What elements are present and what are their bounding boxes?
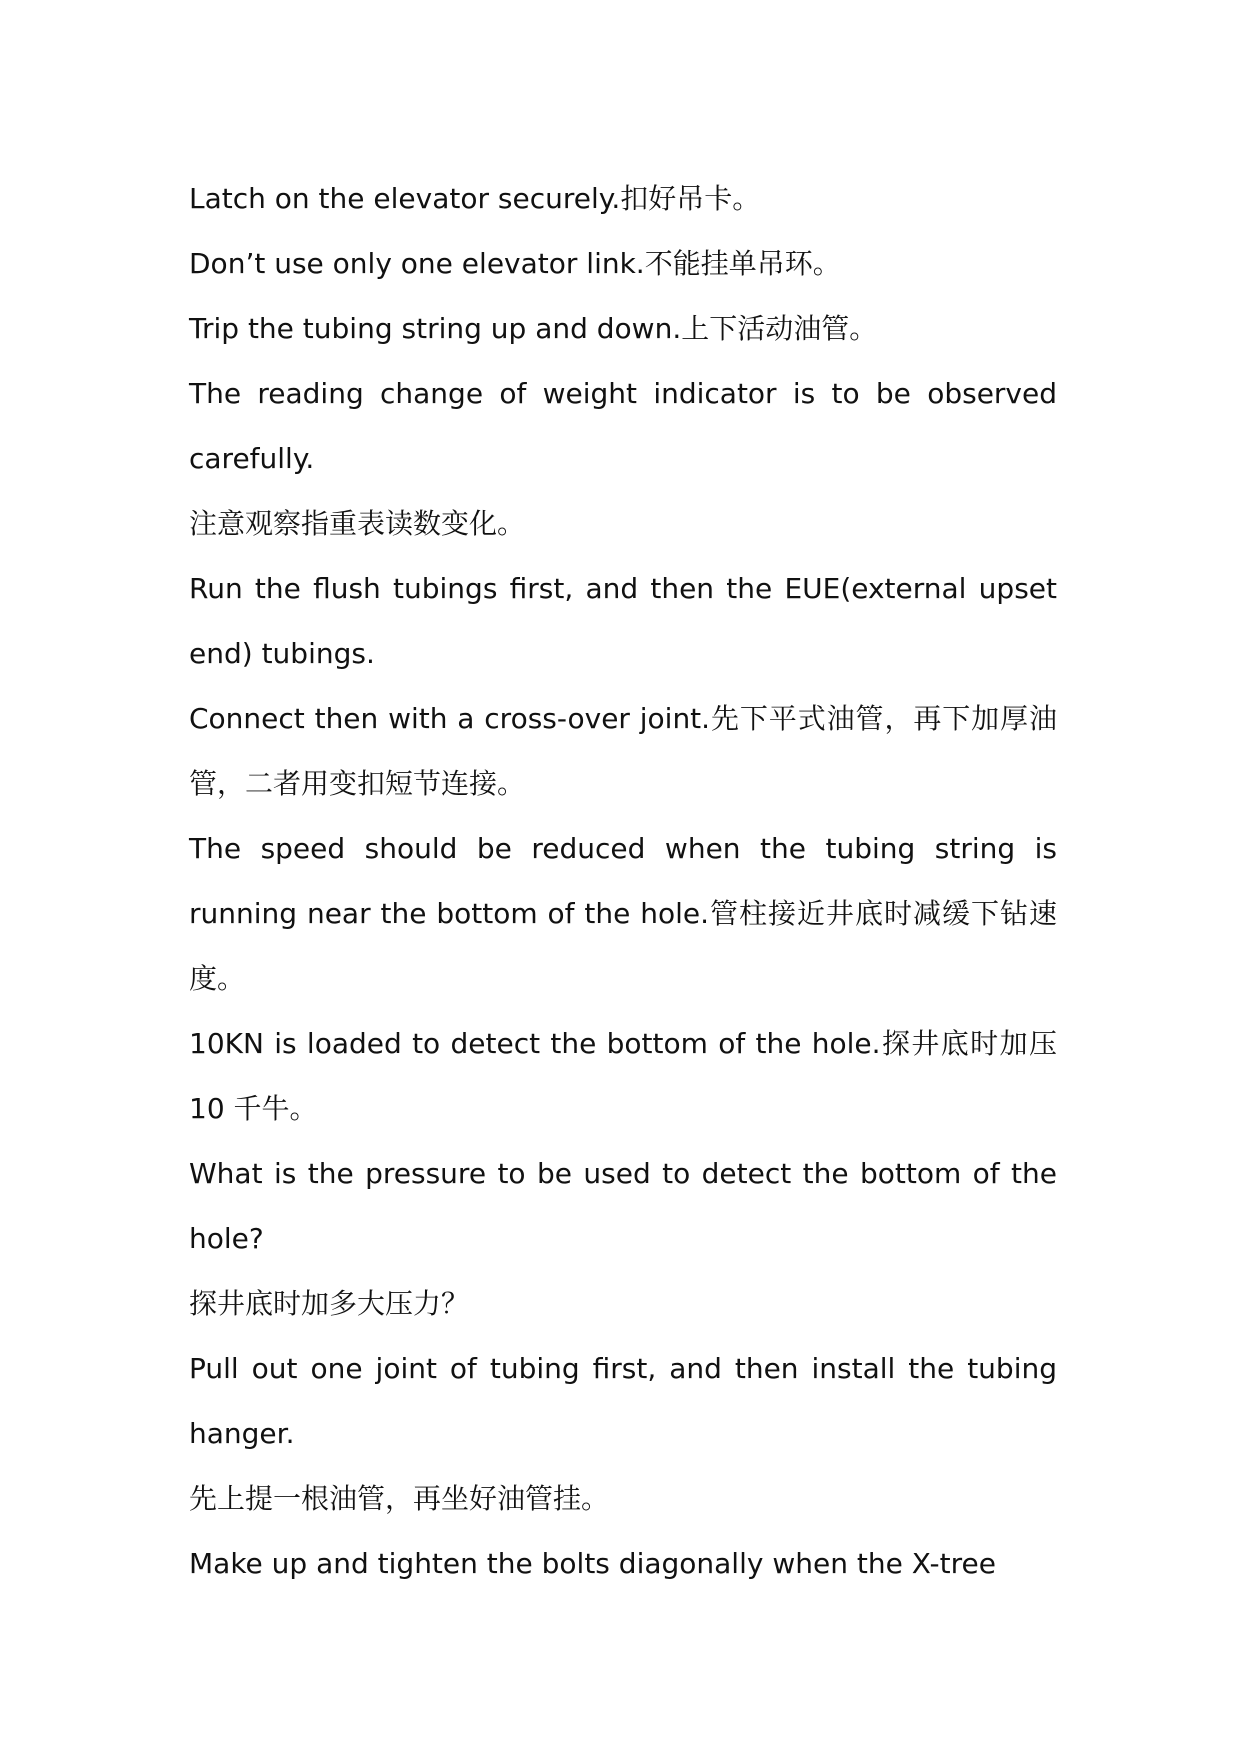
paragraph-reduce-speed: The speed should be reduced when the tubing string is running near the bottom of the hole.管柱接近井底时减缓下钻速度。 xyxy=(189,832,1057,995)
paragraph-pull-out-joint-cn: 先上提一根油管，再坐好油管挂。 xyxy=(189,1482,610,1515)
paragraph-run-flush-tubings: Run the flush tubings first, and then the EUE(external upset end) tubings. xyxy=(189,572,1057,670)
paragraph-elevator-link: Don’t use only one elevator link.不能挂单吊环。 xyxy=(189,247,841,280)
paragraph-pressure-question-cn: 探井底时加多大压力？ xyxy=(189,1287,470,1320)
paragraph-detect-bottom-load: 10KN is loaded to detect the bottom of the hole.探井底时加压 10 千牛。 xyxy=(189,1027,1057,1125)
paragraph-make-up-bolts: Make up and tighten the bolts diagonally when the X-tree xyxy=(189,1547,996,1580)
paragraph-pull-out-joint: Pull out one joint of tubing first, and then install the tubing hanger. xyxy=(189,1352,1057,1450)
paragraph-trip-tubing: Trip the tubing string up and down.上下活动油管。 xyxy=(189,312,878,345)
document-body xyxy=(189,166,1057,1596)
paragraph-latch-elevator: Latch on the elevator securely.扣好吊卡。 xyxy=(189,182,761,215)
paragraph-cross-over-joint: Connect then with a cross-over joint.先下平式油管，再下加厚油管，二者用变扣短节连接。 xyxy=(189,702,1057,800)
paragraph-weight-indicator: The reading change of weight indicator is to be observed carefully. xyxy=(189,377,1057,475)
paragraph-weight-indicator-cn: 注意观察指重表读数变化。 xyxy=(189,507,526,540)
paragraph-pressure-question: What is the pressure to be used to detect the bottom of the hole? xyxy=(189,1157,1057,1255)
